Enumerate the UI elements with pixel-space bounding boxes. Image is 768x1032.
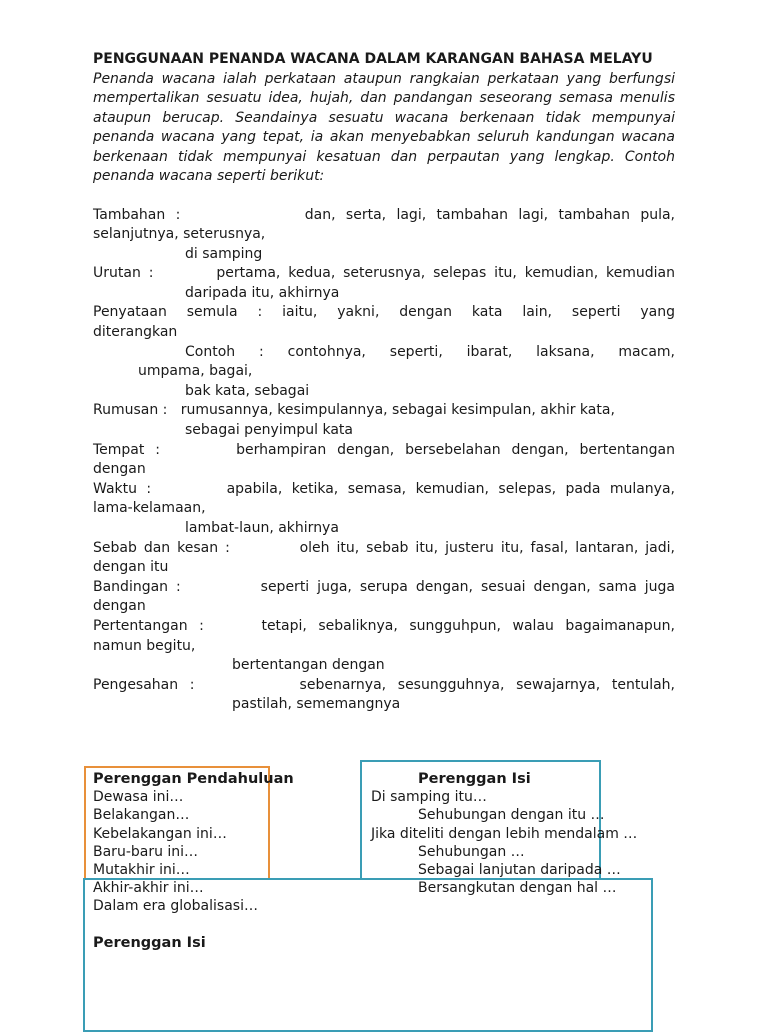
tambahan-line: di samping	[185, 245, 263, 262]
sebab-line: dengan itu	[93, 559, 169, 576]
pengesahan-line: Pengesahan : sebenarnya, sesungguhnya, sewajarnya, tentulah,	[93, 676, 675, 693]
pendahuluan-item: Dalam era globalisasi…	[93, 898, 258, 915]
penyataan-line: Penyataan semula : iaitu, yakni, dengan kata lain, seperti yang	[93, 304, 675, 321]
rumusan-line: Rumusan : rumusannya, kesimpulannya, sebagai kesimpulan, akhir kata,	[93, 402, 615, 419]
pendahuluan-item: Dewasa ini…	[93, 789, 184, 806]
pendahuluan-column	[93, 770, 353, 952]
contoh-line: Contoh : contohnya, seperti, ibarat, laksana, macam,	[185, 343, 675, 360]
tambahan-line: selanjutnya, seterusnya,	[93, 226, 266, 243]
urutan-line: daripada itu, akhirnya	[185, 284, 340, 301]
isi-item: Sehubungan …	[418, 843, 525, 860]
pendahuluan-heading: Perenggan Pendahuluan	[93, 771, 294, 787]
document-title: PENGGUNAAN PENANDA WACANA DALAM KARANGAN BAHASA MELAYU	[93, 51, 653, 67]
pertentangan-line: bertentangan dengan	[232, 657, 385, 674]
isi-column	[371, 770, 661, 897]
rumusan-line: sebagai penyimpul kata	[185, 422, 353, 439]
pertentangan-line: namun begitu,	[93, 637, 196, 654]
pendahuluan-item: Kebelakangan ini…	[93, 825, 227, 842]
penyataan-line: diterangkan	[93, 324, 178, 341]
pendahuluan-item: Akhir-akhir ini…	[93, 880, 204, 897]
isi-item: Jika diteliti dengan lebih mendalam …	[371, 825, 638, 842]
pendahuluan-item: Belakangan…	[93, 807, 190, 824]
isi-item: Sehubungan dengan itu …	[418, 807, 605, 824]
isi-heading: Perenggan Isi	[418, 771, 531, 787]
contoh-line: umpama, bagai,	[138, 363, 253, 380]
sebab-line: Sebab dan kesan : oleh itu, sebab itu, justeru itu, fasal, lantaran, jadi,	[93, 539, 675, 556]
pendahuluan-item: Baru-baru ini…	[93, 843, 199, 860]
intro-paragraph: Penanda wacana ialah perkataan ataupun rangkaian perkataan yang berfungsi mempertalikan sesuatu idea, hujah, dan pandangan seseorang semasa menulis ataupun berucap. Seandainya sesuatu wacana berkenaan tidak mempunyai penanda wacana yang tepat, ia akan menyebabkan seluruh kandungan wacana berkenaan tidak mempunyai kesatuan dan perpautan yang lengkap. Contoh penanda wacana seperti berikut:	[93, 70, 675, 184]
pertentangan-line: Pertentangan : tetapi, sebaliknya, sungguhpun, walau bagaimanapun,	[93, 617, 675, 634]
contoh-line: bak kata, sebagai	[185, 382, 310, 399]
bandingan-line: dengan	[93, 598, 146, 615]
waktu-line: Waktu : apabila, ketika, semasa, kemudian, selepas, pada mulanya,	[93, 480, 675, 497]
pendahuluan-item: Mutakhir ini…	[93, 862, 190, 879]
urutan-line: Urutan : pertama, kedua, seterusnya, selepas itu, kemudian, kemudian	[93, 265, 675, 282]
bandingan-line: Bandingan : seperti juga, serupa dengan, sesuai dengan, sama juga	[93, 578, 675, 595]
pengesahan-line: pastilah, sememangnya	[232, 696, 401, 713]
tambahan-line: Tambahan : dan, serta, lagi, tambahan lagi, tambahan pula,	[93, 206, 675, 223]
isi-item: Bersangkutan dengan hal …	[418, 880, 617, 897]
isi-bottom-heading: Perenggan Isi	[93, 934, 206, 951]
tempat-line: dengan	[93, 461, 146, 478]
tempat-line: Tempat : berhampiran dengan, bersebelahan dengan, bertentangan	[93, 441, 675, 458]
isi-item: Sebagai lanjutan daripada …	[418, 862, 621, 879]
waktu-line: lama-kelamaan,	[93, 500, 206, 517]
waktu-line: lambat-laun, akhirnya	[185, 520, 339, 536]
isi-item: Di samping itu…	[371, 789, 487, 806]
